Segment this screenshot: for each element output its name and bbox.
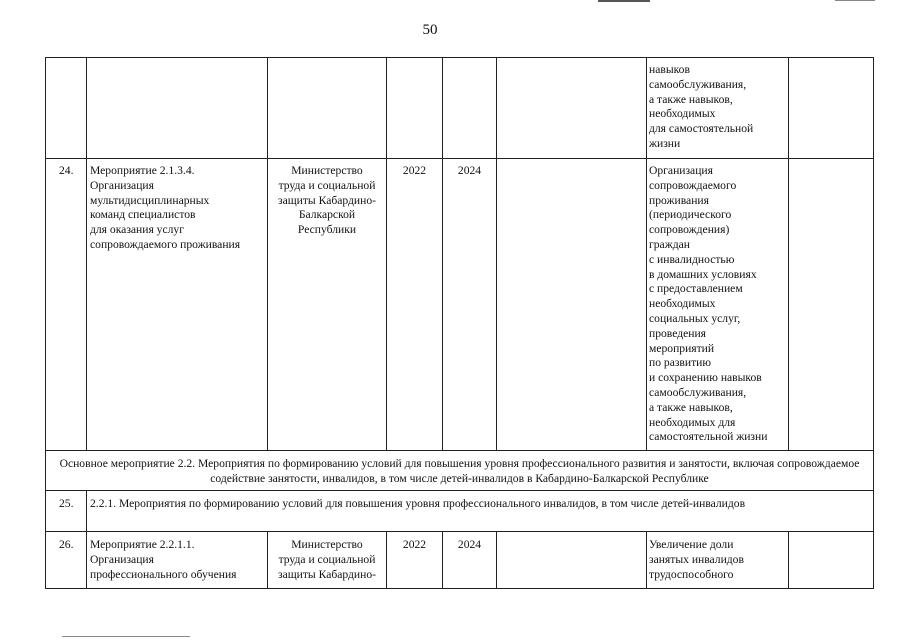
top-scan-mark: [598, 0, 650, 2]
table-cell-result: навыков самообслуживания, а также навыков, необходимых для самостоятельной жизни: [649, 63, 754, 150]
table-rule: [45, 531, 874, 532]
table-cell-number: 24.: [59, 164, 74, 177]
table-rule: [45, 57, 46, 589]
measures-table: [45, 57, 874, 589]
table-cell-executor: Министерство труда и социальной защиты Кабардино-: [278, 538, 376, 581]
table-cell-result: Увеличение доли занятых инвалидов трудоспособного: [649, 538, 744, 581]
table-rule: [86, 57, 87, 450]
table-rule: [646, 531, 647, 589]
table-rule: [496, 531, 497, 589]
table-rule: [45, 450, 874, 451]
table-rule: [442, 57, 443, 450]
table-rule: [496, 57, 497, 450]
table-cell-start-year: 2022: [402, 538, 427, 551]
page-number: 50: [422, 22, 438, 38]
table-cell-end-year: 2024: [457, 538, 482, 551]
table-rule: [45, 490, 874, 491]
table-cell-end-year: 2024: [457, 164, 482, 177]
table-rule: [86, 531, 87, 589]
table-rule: [45, 158, 874, 159]
footnote-rule: [62, 636, 190, 637]
table-rule: [646, 57, 647, 450]
table-rule: [267, 57, 268, 450]
table-cell-executor: Министерство труда и социальной защиты Кабардино- Балкарской Республики: [278, 164, 376, 237]
table-rule: [788, 57, 789, 450]
table-rule: [45, 57, 874, 58]
table-rule: [788, 531, 789, 589]
table-cell-start-year: 2022: [402, 164, 427, 177]
section-heading-row: Основное мероприятие 2.2. Мероприятия по формированию условий для повышения уровня профессионального развития и занятости, включая сопровождаемое содействие занятости, инвалидов, в том числе детей-инвалидов в Кабардино-Балкарской Республике: [59, 457, 860, 485]
subsection-heading-cell: 2.2.1. Мероприятия по формированию условий для повышения уровня профессионального инвалидов, в том числе детей-инвалидов: [90, 497, 746, 510]
table-rule: [873, 57, 874, 589]
table-cell-event: Мероприятие 2.1.3.4. Организация мультидисциплинарных команд специалистов для оказания услуг сопровождаемого проживания: [90, 164, 241, 251]
table-rule: [386, 57, 387, 450]
table-cell-number: 26.: [59, 538, 74, 551]
table-cell-number: 25.: [59, 497, 74, 510]
table-rule: [45, 588, 874, 589]
table-cell-event: Мероприятие 2.2.1.1. Организация профессионального обучения: [90, 538, 237, 581]
table-cell-result: Организация сопровождаемого проживания (периодического сопровождения) граждан с инвалидностью в домашних условиях с предоставлением необходимых социальных услуг, проведения мероприятий по развитию и сохранению навыков самообслуживания, а также навыков, необходимых для самостоятельной жизни: [649, 164, 768, 444]
table-rule: [86, 490, 87, 531]
top-right-scan-mark: [835, 0, 875, 1]
